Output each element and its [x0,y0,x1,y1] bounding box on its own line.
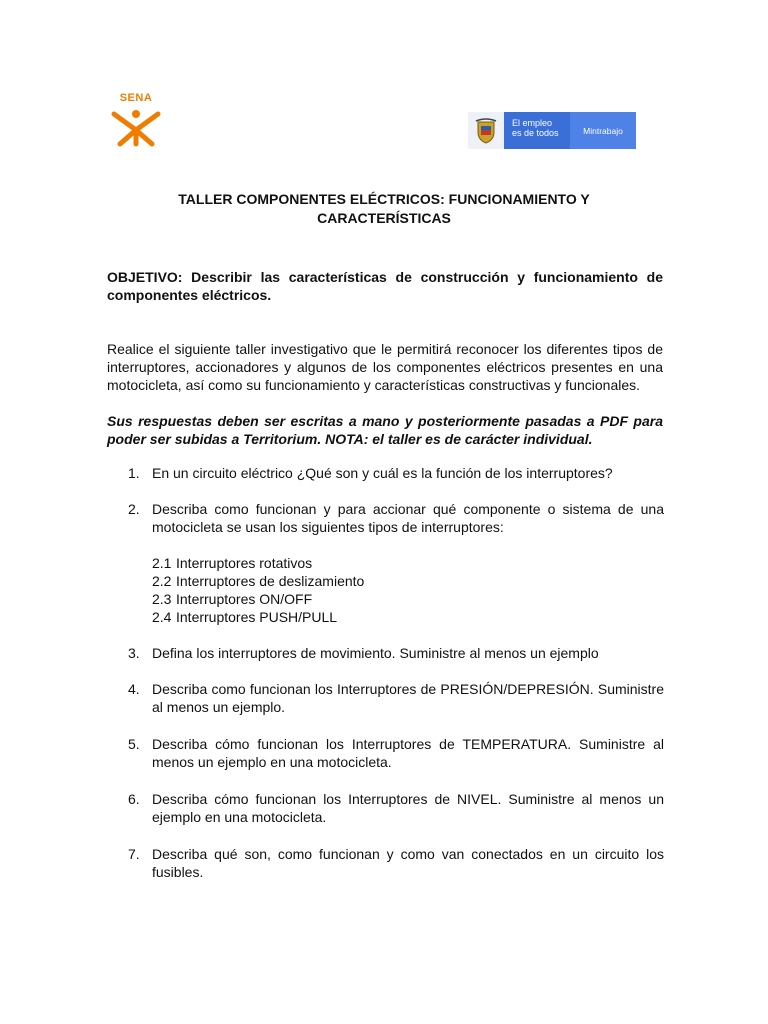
instructions-note: Sus respuestas deben ser escritas a mano y posteriormente pasadas a PDF para poder ser subidas a Territorium. NOTA: el taller es de carácter individual. [107,413,663,447]
subitem-text: Interruptores ON/OFF [176,591,313,607]
subitem-text: Interruptores rotativos [176,555,313,571]
question-text: Describa cómo funcionan los Interruptores de TEMPERATURA. Suministre al menos un ejemplo en una motocicleta. [152,736,664,770]
question-text: Describa cómo funcionan los Interruptores de NIVEL. Suministre al menos un ejemplo en una motocicleta. [152,791,664,825]
title-line-2: CARACTERÍSTICAS [317,210,451,226]
subitem [152,590,552,608]
document-title [130,190,638,228]
gov-slogan-line2: es de todos [512,128,559,138]
question-item [128,790,664,826]
question-item [128,464,664,482]
sena-logo [106,92,166,148]
subitem-number: 2.3 [152,591,172,607]
subitem [152,572,552,590]
subitem [152,554,552,572]
question-number: 7. [128,846,140,862]
question-text: Describa qué son, como funcionan y como van conectados en un circuito los fusibles. [152,846,664,880]
question-text: En un circuito eléctrico ¿Qué son y cuál es la función de los interruptores? [152,465,613,481]
subitem-text: Interruptores PUSH/PULL [176,609,338,625]
question-text: Defina los interruptores de movimiento. Suministre al menos un ejemplo [152,645,599,661]
objective-paragraph: OBJETIVO: Describir las características de construcción y funcionamiento de componentes eléctricos. [107,269,663,303]
question-text: Describa como funcionan y para accionar qué componente o sistema de una motocicleta se usan los siguientes tipos de interruptores: [152,501,664,535]
subitem-text: Interruptores de deslizamiento [176,573,365,589]
subitem-number: 2.1 [152,555,172,571]
subitem-list [152,554,552,626]
question-number: 2. [128,501,140,517]
question-number: 5. [128,736,140,752]
sena-logo-text: SENA [119,92,153,104]
question-item [128,735,664,771]
subitem-number: 2.4 [152,609,172,625]
question-item [128,845,664,881]
question-item [128,680,664,716]
government-logo [468,112,636,149]
question-number: 3. [128,645,140,661]
title-line-1: TALLER COMPONENTES ELÉCTRICOS: FUNCIONAMIENTO Y [178,191,590,207]
question-item [128,644,664,662]
intro-paragraph: Realice el siguiente taller investigativo que le permitirá reconocer los diferentes tipos de interruptores, accionadores y algunos de los componentes eléctricos presentes en una motocicleta, así como su funcionamiento y características constructivas y funcionales. [107,341,663,393]
subitem-number: 2.2 [152,573,172,589]
question-item [128,500,664,536]
sena-emblem-icon [106,92,166,148]
subitem [152,608,552,626]
gov-ministry: Mintrabajo [570,112,636,149]
gov-slogan-line1: El empleo [512,118,553,128]
question-number: 1. [128,465,140,481]
gov-slogan [504,112,570,149]
question-number: 6. [128,791,140,807]
coat-of-arms-icon [468,112,504,149]
question-number: 4. [128,681,140,697]
question-text: Describa como funcionan los Interruptores de PRESIÓN/DEPRESIÓN. Suministre al menos un ejemplo. [152,681,664,715]
